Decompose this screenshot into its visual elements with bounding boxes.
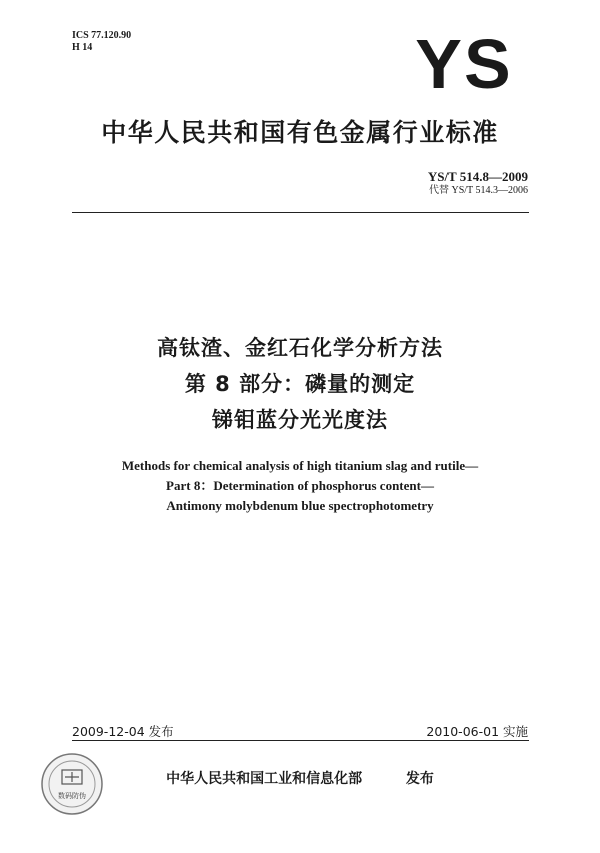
- header-divider: [72, 212, 529, 213]
- title-cn-line3: 锑钼蓝分光光度法: [212, 408, 388, 432]
- publisher-line: [0, 768, 600, 788]
- ccs-code: H 14: [72, 42, 93, 53]
- standard-category: 中华人民共和国有色金属行业标准: [101, 118, 499, 147]
- title-en-line2: Part 8：Determination of phosphorus content—: [166, 478, 434, 493]
- standard-number-block: [428, 169, 528, 197]
- title-en-line3: Antimony molybdenum blue spectrophotometry: [166, 498, 434, 513]
- replaces-standard: 代替 YS/T 514.3—2006: [429, 185, 528, 196]
- implementation-date: 2010-06-01 实施: [426, 724, 528, 739]
- title-en-line1: Methods for chemical analysis of high titanium slag and rutile—: [121, 458, 479, 473]
- publisher-name: 中华人民共和国工业和信息化部: [166, 771, 363, 787]
- footer-divider: [72, 740, 529, 741]
- issue-date: 2009-12-04 发布: [72, 724, 174, 739]
- ys-logo-text: YS: [415, 34, 513, 92]
- title-en: [0, 456, 600, 516]
- title-cn: [0, 330, 600, 438]
- ics-code: ICS 77.120.90: [72, 30, 132, 41]
- seal-text: 数码防伪: [58, 792, 86, 800]
- publish-word: 发布: [405, 771, 434, 787]
- title-cn-line1: 高钛渣、金红石化学分析方法: [157, 336, 443, 360]
- title-cn-line2: 第 8 部分：磷量的测定: [184, 372, 416, 396]
- standard-number: YS/T 514.8—2009: [427, 169, 528, 184]
- ys-logo: [400, 34, 528, 92]
- classification-codes: [72, 30, 131, 54]
